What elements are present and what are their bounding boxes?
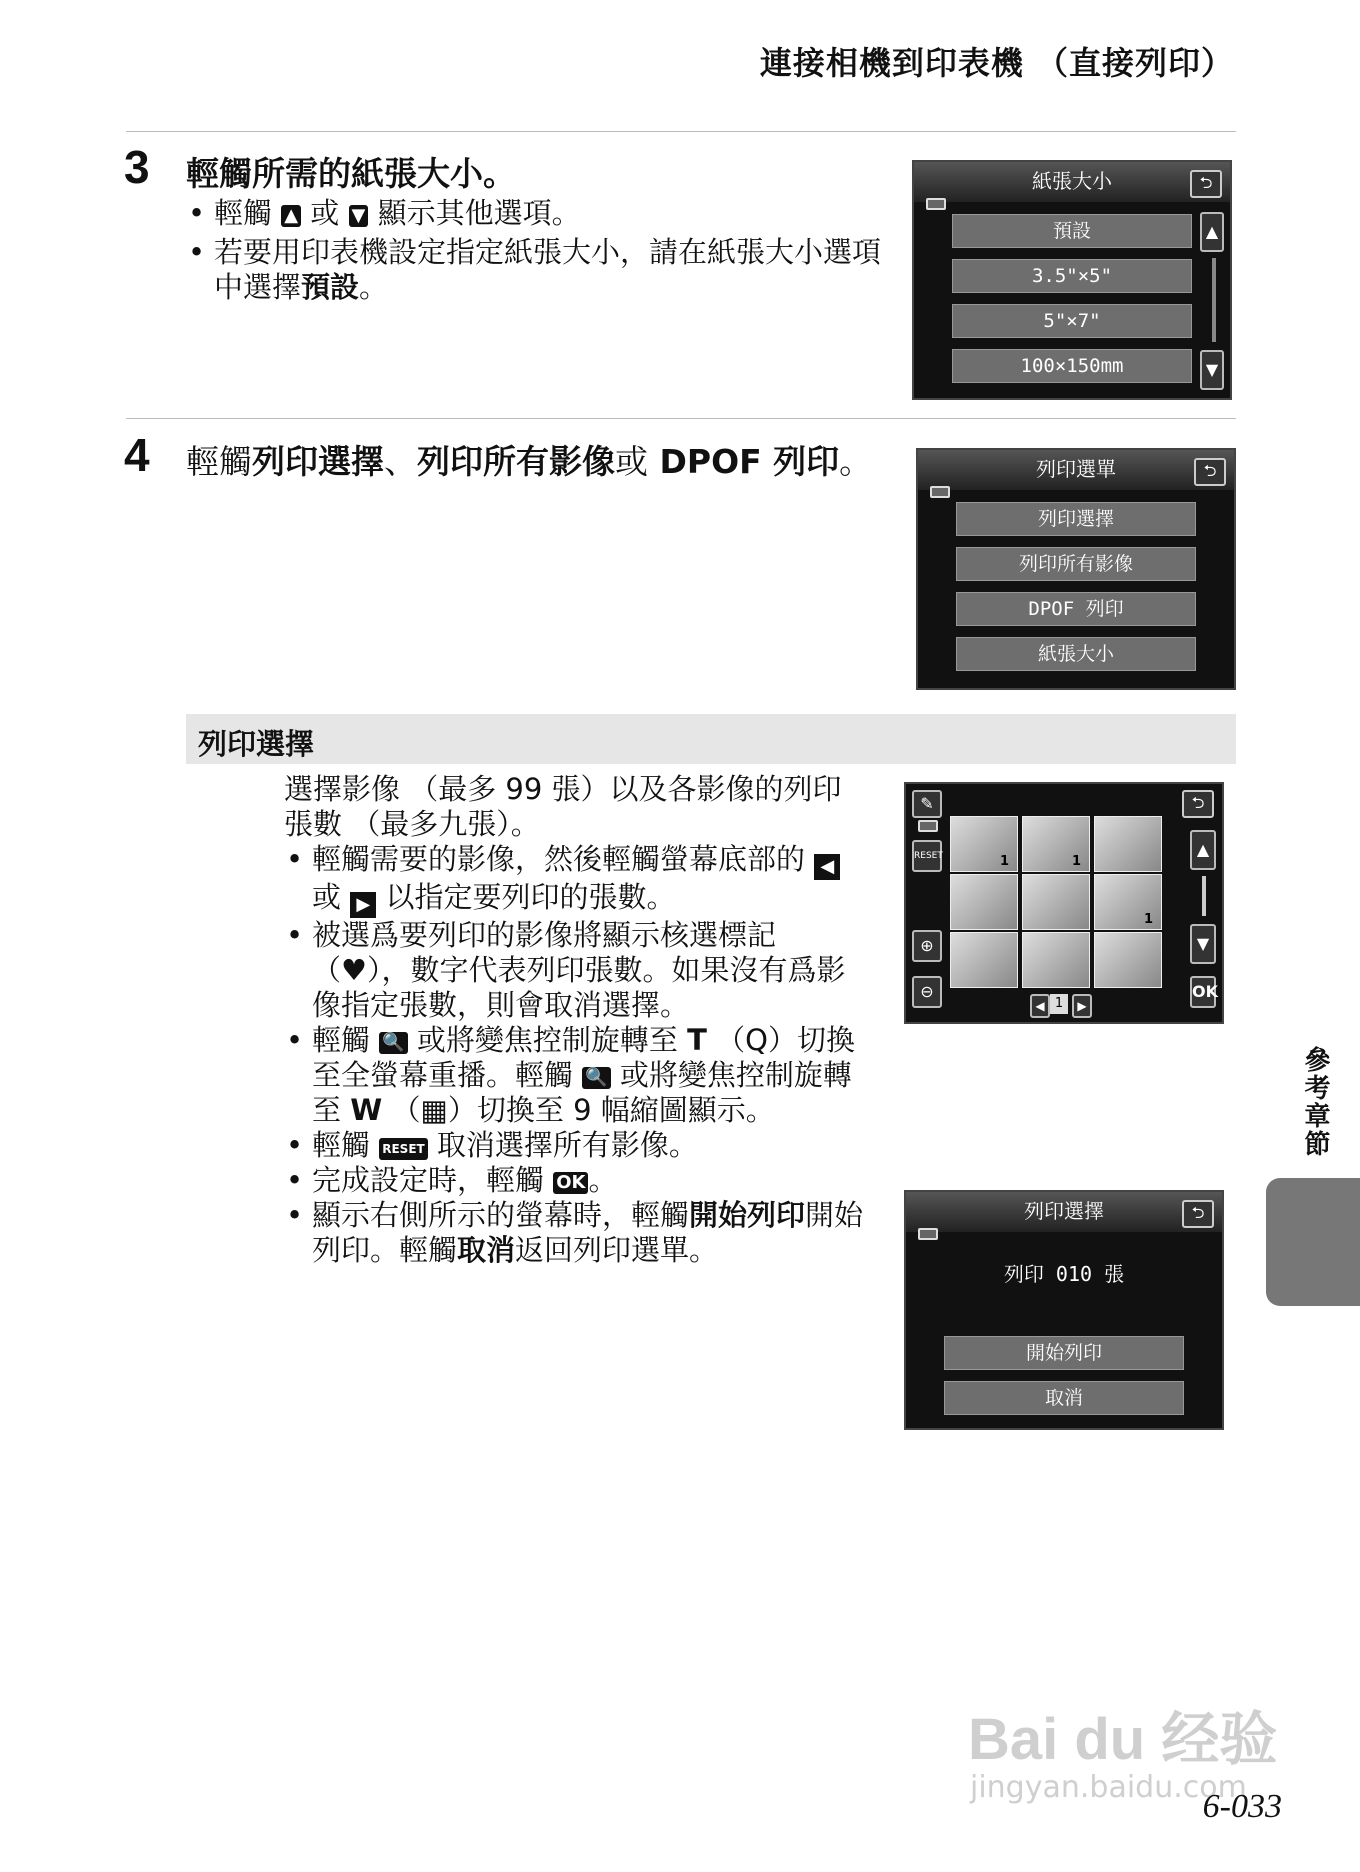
- thumbnail[interactable]: [1094, 816, 1162, 872]
- scroll-up-icon[interactable]: ▲: [1200, 212, 1224, 252]
- up-key-icon: ▲: [281, 205, 301, 227]
- section-intro: 選擇影像 （最多 99 張）以及各影像的列印張數 （最多九張）。: [284, 772, 842, 841]
- decrease-count-button[interactable]: ◀: [1030, 994, 1050, 1018]
- option-3.5x5[interactable]: 3.5"×5": [952, 259, 1192, 293]
- screen-title: 紙張大小: [914, 162, 1230, 202]
- section-title: 列印選擇: [198, 727, 315, 761]
- camera-screen-thumbnails: [904, 782, 1224, 1024]
- option-print-all[interactable]: 列印所有影像: [956, 547, 1196, 581]
- right-arrow-icon: ▶: [350, 892, 376, 918]
- option-100x150[interactable]: 100×150mm: [952, 349, 1192, 383]
- thumbnail[interactable]: [1022, 932, 1090, 988]
- reset-button[interactable]: RESET: [912, 840, 942, 872]
- step-4-title: 輕觸列印選擇、列印所有影像或 DPOF 列印。: [186, 442, 873, 481]
- start-print-button[interactable]: 開始列印: [944, 1336, 1184, 1370]
- thumbnail[interactable]: [1094, 932, 1162, 988]
- scroll-down-icon[interactable]: ▼: [1200, 350, 1224, 390]
- thumbnail[interactable]: [1022, 874, 1090, 930]
- watermark-url: jingyan.baidu.com: [970, 1770, 1247, 1805]
- reset-icon: RESET: [379, 1138, 427, 1160]
- screen-title: 列印選擇: [906, 1192, 1222, 1232]
- option-default[interactable]: 預設: [952, 214, 1192, 248]
- page-number: 6-033: [1202, 1788, 1282, 1825]
- battery-icon: [930, 486, 950, 498]
- left-arrow-icon: ◀: [814, 854, 840, 880]
- thumbnail[interactable]: [950, 932, 1018, 988]
- increase-count-button[interactable]: ▶: [1072, 994, 1092, 1018]
- list-item: • 輕觸 RESET 取消選擇所有影像。: [284, 1128, 864, 1163]
- page-header-title: 連接相機到印表機 （直接列印）: [759, 44, 1234, 82]
- ok-button[interactable]: OK: [1190, 976, 1216, 1008]
- back-icon[interactable]: ⮌: [1182, 1200, 1214, 1228]
- scrollbar[interactable]: [1212, 258, 1216, 342]
- step-3-title: 輕觸所需的紙張大小。: [186, 154, 516, 193]
- section-bullets: [284, 842, 864, 1268]
- option-5x7[interactable]: 5"×7": [952, 304, 1192, 338]
- page-indicator: 1: [1050, 994, 1068, 1014]
- list-item: • 若要用印表機設定指定紙張大小，請在紙張大小選項中選擇預設。: [186, 235, 886, 305]
- scroll-down-icon[interactable]: ▼: [1190, 924, 1216, 964]
- scrollbar[interactable]: [1202, 876, 1206, 916]
- print-count: 1: [1000, 854, 1010, 869]
- down-key-icon: ▼: [349, 205, 369, 227]
- back-icon[interactable]: ⮌: [1194, 458, 1226, 486]
- divider: [126, 418, 1236, 419]
- back-icon[interactable]: ⮌: [1182, 790, 1214, 818]
- ok-icon: OK: [553, 1172, 588, 1194]
- back-icon[interactable]: ⮌: [1190, 170, 1222, 198]
- option-dpof[interactable]: DPOF 列印: [956, 592, 1196, 626]
- battery-icon: [918, 1228, 938, 1240]
- option-print-selection[interactable]: 列印選擇: [956, 502, 1196, 536]
- zoom-out-icon: 🔍: [582, 1067, 610, 1089]
- step-3-bullets: [186, 196, 886, 305]
- divider: [126, 131, 1236, 132]
- screen-title: 列印選單: [918, 450, 1234, 490]
- battery-icon: [918, 820, 938, 832]
- print-count: 1: [1144, 912, 1154, 927]
- camera-screen-print-confirm: [904, 1190, 1224, 1430]
- camera-screen-print-menu: [916, 448, 1236, 690]
- chapter-label: 參考章節: [1300, 1046, 1330, 1158]
- battery-icon: [926, 198, 946, 210]
- option-paper-size[interactable]: 紙張大小: [956, 637, 1196, 671]
- print-count: 1: [1072, 854, 1082, 869]
- step-number-3: 3: [124, 141, 150, 193]
- list-item: • 輕觸 ▲ 或 ▼ 顯示其他選項。: [186, 196, 886, 231]
- chapter-tab: [1266, 1178, 1360, 1306]
- step-number-4: 4: [124, 429, 150, 481]
- print-count-message: 列印 010 張: [1003, 1262, 1125, 1286]
- thumbnail[interactable]: [950, 874, 1018, 930]
- zoom-out-button[interactable]: ⊖: [912, 976, 942, 1008]
- camera-screen-paper-size: [912, 160, 1232, 400]
- list-item: • 完成設定時，輕觸 OK 。: [284, 1163, 864, 1198]
- watermark-logo: Bai du 经验: [968, 1707, 1278, 1772]
- list-item: • 被選爲要列印的影像將顯示核選標記（♥），數字代表列印張數。如果沒有爲影像指定張數，則會取消選擇。: [284, 918, 864, 1023]
- list-item: • 輕觸 🔍 或將變焦控制旋轉至 T （Q）切換至全螢幕重播。輕觸 🔍 或將變焦控制旋轉至 W （▦）切換至 9 幅縮圖顯示。: [284, 1023, 864, 1128]
- cancel-button[interactable]: 取消: [944, 1381, 1184, 1415]
- zoom-in-icon: 🔍: [379, 1032, 407, 1054]
- zoom-in-button[interactable]: ⊕: [912, 930, 942, 962]
- scroll-up-icon[interactable]: ▲: [1190, 830, 1216, 870]
- playback-icon[interactable]: ✎: [912, 790, 942, 818]
- list-item: • 顯示右側所示的螢幕時，輕觸開始列印開始列印。輕觸取消返回列印選單。: [284, 1198, 864, 1268]
- list-item: • 輕觸需要的影像，然後輕觸螢幕底部的 ◀ 或 ▶ 以指定要列印的張數。: [284, 842, 864, 918]
- section-header: [186, 714, 1236, 764]
